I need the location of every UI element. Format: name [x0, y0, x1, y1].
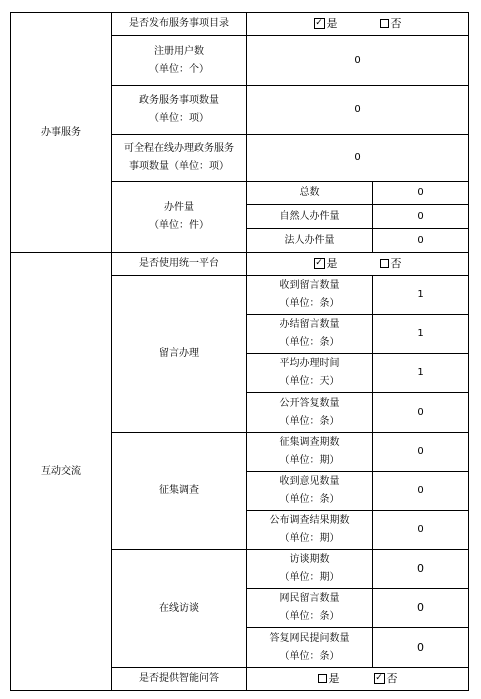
service-items-label	[111, 85, 247, 135]
survey-opinions-number: 0	[417, 485, 424, 496]
messages-received-value	[372, 275, 469, 315]
publish-catalog-yes[interactable]	[314, 15, 338, 33]
survey-issues-value	[372, 432, 469, 472]
section-interaction-label: 互动交流	[41, 465, 81, 477]
survey-results-unit: （单位：期）	[279, 533, 340, 544]
interview-text: 在线访谈	[159, 602, 199, 614]
publish-catalog-options	[246, 12, 469, 36]
handled-natural-value	[372, 204, 469, 229]
interview-issues-value	[372, 549, 469, 589]
section-service-label: 办事服务	[41, 126, 81, 138]
checked-box-icon: ✓	[315, 257, 323, 268]
handled-legal-number: 0	[417, 234, 424, 246]
unified-platform-text: 是否使用统一平台	[139, 258, 219, 269]
messages-done-text: 办结留言数量	[279, 319, 340, 330]
online-items-number: 0	[354, 152, 361, 163]
registered-users-unit: （单位：个）	[149, 63, 209, 75]
publish-catalog-no-label: 否	[390, 17, 402, 30]
messages-received-number: 1	[417, 289, 424, 300]
checked-box-icon: ✓	[375, 672, 383, 683]
messages-public-reply-label	[246, 392, 373, 433]
smart-qa-text: 是否提供智能问答	[139, 673, 219, 684]
survey-opinions-value	[372, 471, 469, 511]
survey-issues-unit: （单位：期）	[279, 455, 340, 466]
messages-avg-time-unit: （单位：天）	[279, 376, 340, 387]
online-items-text-1: 可全程在线办理政务服务	[124, 143, 234, 154]
unified-platform-yes[interactable]	[314, 255, 338, 273]
interview-messages-value	[372, 588, 469, 628]
survey-label	[111, 432, 247, 550]
unchecked-box-icon	[380, 259, 389, 268]
unchecked-box-icon	[318, 674, 327, 683]
online-items-text-2: 事项数量（单位：项）	[129, 161, 229, 172]
statistics-table	[10, 12, 469, 691]
interview-answers-number: 0	[417, 640, 424, 654]
survey-results-number: 0	[417, 524, 424, 535]
unchecked-box-icon	[380, 19, 389, 28]
unified-platform-yes-label: 是	[326, 257, 338, 270]
handled-natural-number: 0	[417, 210, 424, 222]
interview-issues-text: 访谈期数	[289, 554, 330, 565]
messages-label	[111, 275, 247, 433]
interview-issues-number: 0	[417, 562, 424, 575]
publish-catalog-yes-label: 是	[326, 17, 338, 30]
handled-total-label	[246, 181, 373, 205]
messages-done-unit: （单位：条）	[279, 337, 340, 348]
survey-results-text: 公布调查结果期数	[269, 515, 350, 526]
interview-label	[111, 549, 247, 668]
interview-answers-value	[372, 627, 469, 668]
handled-legal-text: 法人办件量	[284, 234, 335, 246]
registered-users-number: 0	[354, 54, 361, 66]
unified-platform-no[interactable]	[380, 255, 402, 273]
messages-public-reply-number: 0	[417, 406, 424, 418]
handled-total-text: 总数	[299, 187, 320, 198]
survey-results-label	[246, 510, 373, 550]
handled-legal-label	[246, 228, 373, 253]
smart-qa-no-label: 否	[386, 672, 398, 685]
interview-answers-unit: （单位：条）	[279, 650, 340, 662]
survey-text: 征集调查	[159, 485, 199, 496]
interview-messages-text: 网民留言数量	[279, 593, 340, 604]
interview-issues-label	[246, 549, 373, 589]
survey-opinions-text: 收到意见数量	[279, 476, 340, 487]
messages-avg-time-number: 1	[417, 367, 424, 378]
messages-done-label	[246, 314, 373, 354]
smart-qa-label	[111, 667, 247, 691]
checked-box-icon: ✓	[315, 17, 323, 28]
handled-label	[111, 181, 247, 253]
smart-qa-no[interactable]	[374, 670, 398, 688]
messages-public-reply-text: 公开答复数量	[279, 397, 340, 409]
messages-avg-time-label	[246, 353, 373, 393]
smart-qa-options	[246, 667, 469, 691]
messages-done-number: 1	[417, 328, 424, 339]
handled-unit: （单位：件）	[149, 220, 209, 231]
survey-issues-label	[246, 432, 373, 472]
interview-messages-label	[246, 588, 373, 628]
registered-users-label	[111, 35, 247, 86]
smart-qa-yes[interactable]	[318, 670, 340, 688]
service-items-value	[246, 85, 469, 135]
handled-total-number: 0	[417, 187, 424, 198]
section-interaction	[10, 252, 112, 691]
interview-issues-unit: （单位：期）	[279, 572, 340, 583]
messages-received-label	[246, 275, 373, 315]
survey-issues-number: 0	[417, 446, 424, 457]
messages-text: 留言办理	[159, 348, 199, 359]
registered-users-text: 注册用户数	[154, 45, 204, 57]
messages-done-value	[372, 314, 469, 354]
online-items-label	[111, 134, 247, 182]
interview-answers-text: 答复网民提问数量	[269, 632, 350, 644]
interview-messages-unit: （单位：条）	[279, 611, 340, 622]
handled-total-value	[372, 181, 469, 205]
unified-platform-label	[111, 252, 247, 276]
service-items-unit: （单位：项）	[149, 113, 209, 124]
unified-platform-no-label: 否	[390, 257, 402, 270]
online-items-value	[246, 134, 469, 182]
survey-results-value	[372, 510, 469, 550]
messages-avg-time-text: 平均办理时间	[279, 358, 340, 369]
interview-answers-label	[246, 627, 373, 668]
service-items-number: 0	[354, 104, 361, 115]
messages-received-text: 收到留言数量	[279, 280, 340, 291]
smart-qa-yes-label: 是	[328, 672, 340, 685]
survey-opinions-label	[246, 471, 373, 511]
unified-platform-options	[246, 252, 469, 276]
handled-natural-label	[246, 204, 373, 229]
publish-catalog-no[interactable]	[380, 15, 402, 33]
service-items-text: 政务服务事项数量	[139, 95, 219, 106]
handled-legal-value	[372, 228, 469, 253]
messages-received-unit: （单位：条）	[279, 298, 340, 309]
handled-natural-text: 自然人办件量	[279, 210, 340, 222]
handled-text: 办件量	[164, 202, 194, 213]
registered-users-value	[246, 35, 469, 86]
interview-messages-number: 0	[417, 601, 424, 614]
survey-issues-text: 征集调查期数	[279, 437, 340, 448]
section-service	[10, 12, 112, 253]
messages-public-reply-value	[372, 392, 469, 433]
publish-catalog-text: 是否发布服务事项目录	[129, 18, 229, 29]
messages-public-reply-unit: （单位：条）	[279, 415, 340, 427]
survey-opinions-unit: （单位：条）	[279, 494, 340, 505]
messages-avg-time-value	[372, 353, 469, 393]
publish-catalog-label	[111, 12, 247, 36]
